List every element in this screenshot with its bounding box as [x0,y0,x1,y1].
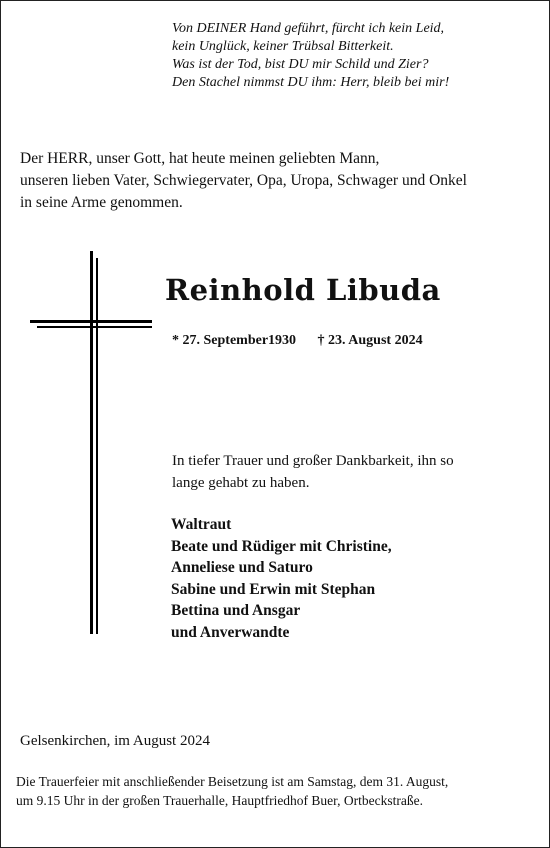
place-date: Gelsenkirchen, im August 2024 [20,733,210,749]
verse-line: kein Unglück, keiner Trübsal Bitterkeit. [172,39,394,54]
family-member: und Anverwandte [171,623,290,641]
deceased-name: Reinhold Libuda [165,273,441,307]
mourning-line: lange gehabt zu haben. [172,475,310,491]
cross-icon-inner-beam [37,326,152,328]
mourning-text [172,450,512,494]
verse-line: Von DEINER Hand geführt, fürcht ich kein Leid, [172,21,445,36]
service-line: um 9.15 Uhr in der großen Trauerhalle, Hauptfriedhof Buer, Ortbeckstraße. [16,793,423,808]
intro-text [20,148,540,214]
verse-line: Den Stachel nimmst DU ihm: Herr, bleib bei mir! [172,75,450,90]
verse-line: Was ist der Tod, bist DU mir Schild und Zier? [172,57,429,72]
life-dates [172,333,423,349]
birth-date: * 27. September1930 [172,333,297,348]
family-member: Waltraut [171,516,232,533]
family-list [171,514,392,643]
family-member: Beate und Rüdiger mit Christine, [171,537,392,555]
mourning-line: In tiefer Trauer und großer Dankbarkeit, ihn so [172,453,454,469]
cross-icon-inner-vertical [96,258,98,634]
family-member: Bettina und Ansgar [171,602,301,619]
intro-line: Der HERR, unser Gott, hat heute meinen geliebten Mann, [20,150,380,167]
intro-line: in seine Arme genommen. [20,194,183,211]
death-date: † 23. August 2024 [317,333,423,348]
service-info [16,772,536,810]
verse-block [172,20,532,92]
cross-icon [90,251,93,634]
family-member: Sabine und Erwin mit Stephan [171,580,376,598]
family-member: Anneliese und Saturo [171,559,313,576]
intro-line: unseren lieben Vater, Schwiegervater, Opa, Uropa, Schwager und Onkel [20,172,467,189]
service-line: Die Trauerfeier mit anschließender Beisetzung ist am Samstag, dem 31. August, [16,774,449,789]
cross-icon-beam [30,320,152,323]
